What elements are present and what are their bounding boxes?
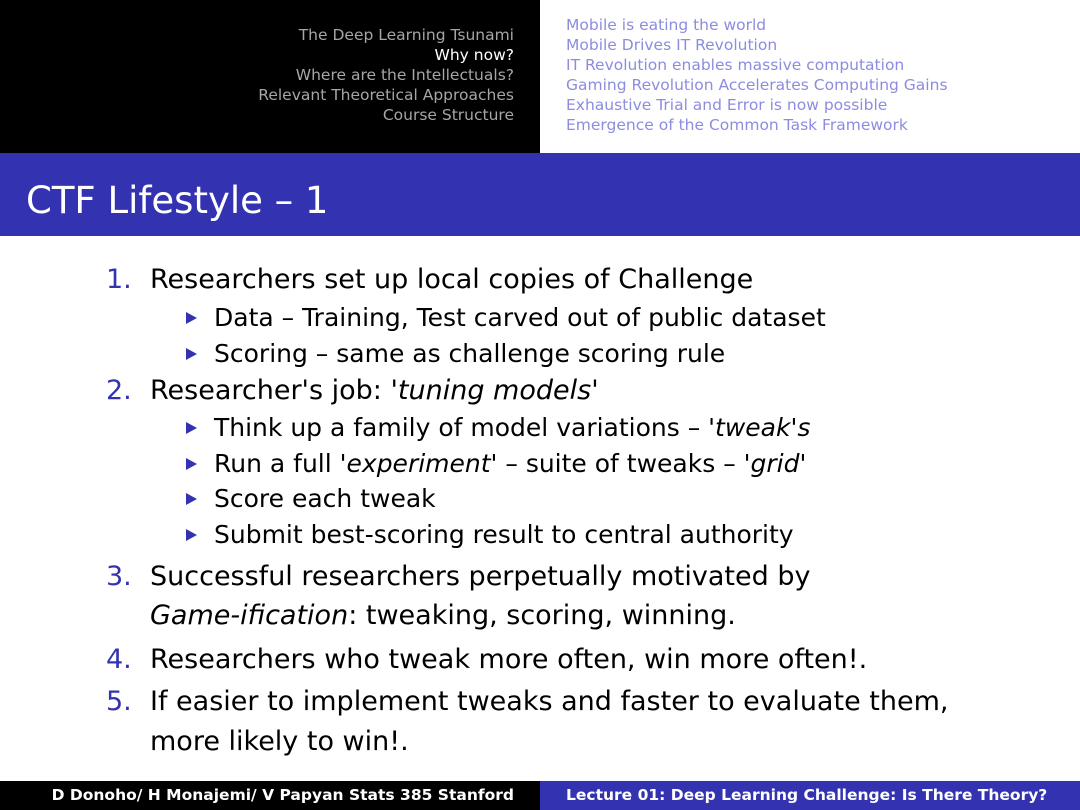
nav-section-intellectuals[interactable]: Where are the Intellectuals?: [295, 66, 514, 84]
subitem-2-1: [214, 413, 810, 443]
nav-section-why-now[interactable]: Why now?: [434, 46, 514, 64]
subitem-2-1-italic: 'tweak's: [708, 413, 811, 442]
subitem-2-2: [214, 449, 806, 479]
nav-section-deep-learning-tsunami[interactable]: The Deep Learning Tsunami: [298, 26, 514, 44]
nav-section-course-structure[interactable]: Course Structure: [382, 106, 514, 124]
item-number-5: 5.: [106, 686, 132, 717]
subitem-2-2-italic-d: 'grid': [743, 449, 807, 478]
subitem-2-2-italic-b: 'experiment': [339, 449, 498, 478]
triangle-bullet-icon: [186, 458, 197, 470]
footer-authors: D Donoho/ H Monajemi/ V Papyan Stats 385 Stanford: [51, 786, 514, 804]
footer-lecture-title: Lecture 01: Deep Learning Challenge: Is There Theory?: [566, 786, 1048, 804]
item-3-plain: : tweaking, scoring, winning.: [348, 600, 736, 631]
subitem-2-2-plain-a: Run a full: [214, 449, 340, 478]
subitem-1-1: Data – Training, Test carved out of public dataset: [214, 303, 826, 332]
item-2-text-plain: Researcher's job:: [150, 375, 382, 406]
triangle-bullet-icon: [186, 312, 197, 324]
item-3-italic: Game-ification: [150, 600, 349, 631]
item-5-line-2: more likely to win!.: [150, 726, 409, 757]
item-number-1: 1.: [106, 264, 132, 295]
triangle-bullet-icon: [186, 422, 197, 434]
triangle-bullet-icon: [186, 493, 197, 505]
item-5-line-1: If easier to implement tweaks and faster to evaluate them,: [150, 686, 949, 717]
subitem-2-3: Score each tweak: [214, 484, 436, 513]
nav-subsection-it-revolution[interactable]: IT Revolution enables massive computation: [566, 56, 905, 74]
item-number-3: 3.: [106, 561, 132, 592]
nav-subsection-mobile-eating[interactable]: Mobile is eating the world: [566, 16, 767, 34]
triangle-bullet-icon: [186, 529, 197, 541]
item-4-text: Researchers who tweak more often, win more often!.: [150, 644, 868, 675]
nav-subsection-exhaustive-trial[interactable]: Exhaustive Trial and Error is now possible: [566, 96, 888, 114]
nav-subsection-common-task-framework[interactable]: Emergence of the Common Task Framework: [566, 116, 908, 134]
nav-subsection-mobile-drives[interactable]: Mobile Drives IT Revolution: [566, 36, 778, 54]
subitem-2-1-plain: Think up a family of model variations –: [214, 413, 709, 442]
item-1-text: Researchers set up local copies of Challenge: [150, 264, 754, 295]
subitem-2-4: Submit best-scoring result to central authority: [214, 520, 794, 549]
item-number-4: 4.: [106, 644, 132, 675]
nav-subsection-gaming-revolution[interactable]: Gaming Revolution Accelerates Computing Gains: [566, 76, 948, 94]
slide-title: CTF Lifestyle – 1: [26, 179, 329, 222]
item-2-text: [150, 375, 599, 407]
triangle-bullet-icon: [186, 348, 197, 360]
subitem-2-2-plain-c: – suite of tweaks –: [497, 449, 744, 478]
item-3-line-2: [150, 600, 736, 632]
item-3-line-1: Successful researchers perpetually motivated by: [150, 561, 811, 592]
subitem-1-2: Scoring – same as challenge scoring rule: [214, 339, 726, 368]
nav-section-theoretical-approaches[interactable]: Relevant Theoretical Approaches: [258, 86, 514, 104]
item-2-text-italic: 'tuning models': [390, 375, 599, 406]
item-number-2: 2.: [106, 375, 132, 406]
